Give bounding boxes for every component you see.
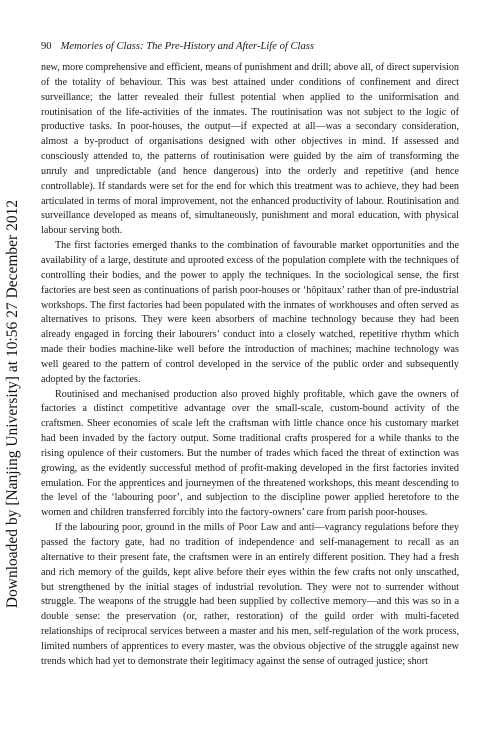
paragraph-first-factories: The first factories emerged thanks to the combination of favourable market opportunities and the availability of a large, destitute and uprooted excess of the population complete with the techniques of controlling their bodies, and the power to apply the techniques. In the sociological sense, the first factories are best seen as continuations of parish poor-houses or ‘hôpitaux’ rather than of pre-industrial workshops. The first factories had been populated with the inmates of workhouses and often served as alternatives to prisons. They were keen absorbers of machine technology because they had been already engaged in forcing their labourers’ conduct into a closely watched, repetitive rhythm which made their bodies machine-like well before the introduction of machines; machine technology was well geared to the pattern of control developed in the service of the public order and subsequently adopted by the factories. [41,240,459,385]
running-header [41,40,471,53]
paragraph-routinised-production: Routinised and mechanised production also proved highly profitable, which gave the owners of factories a distinct competitive advantage over the small-scale, custom-bound activity of the craftsmen. Sheer economies of scale left the craftsman with little chance once his customary market had been invaded by the factory output. Some traditional crafts prospered for a while thanks to the rising opulence of their customers. But the number of trades which faced the threat of extinction was growing, as the evidently successful method of profit-making developed in the first factories invited emulation. For the apprentices and journeymen of the threatened workshops, this meant descending to the level of the ‘labouring poor’, and subjection to the discipline power applied heretofore to the women and children transferred forcibly into the factory-owners’ care from parish poor-houses. [41,388,459,519]
download-watermark-text: Downloaded by [Nanjing University] at 10:56 27 December 2012 [4,199,21,609]
body-text [41,61,459,670]
download-watermark [0,0,26,747]
paragraph-labouring-poor: If the labouring poor, ground in the mills of Poor Law and anti—vagrancy regulations before they passed the factory gate, had no tradition of independence and self-management to recall as an alternative to their present fate, the craftsmen were in an entirely different position. They had a fresh and rich memory of the guilds, kept alive before their eyes within the few crafts not only unscathed, but strengthened by the initial stages of industrial revolution. They were not to surrender without struggle. The weapons of the struggle had been supplied by collective memory—and this was so in a double sense: the preservation (or, rather, restoration) of the guild order with multi-faceted relationships of reciprocal services between a master and his men, self-regulation of the work process, limited numbers of apprentices to every master, was the obvious objective of the struggle against new trends which had yet to demonstrate their legitimacy against the sense of outraged justice; short [41,522,459,667]
paragraph-continued: new, more comprehensive and efficient, means of punishment and drill; above all, of direct supervision of the totality of behaviour. This was best attained under conditions of confinement and direct surveillance; the latter revealed their fullest potential when applied to the uniformisation and routinisation of the life-activities of the inmates. The routinisation was not subject to the logic of productive tasks. In poor-houses, the output—if expected at all—was a secondary consideration, almost a by-product of organisations designed with other objectives in mind. If assessed and consciously attended to, the patterns of routinisation were guided by the aim of transforming the unruly and unpredictable (and hence dangerous) into the orderly and repetitive (and hence controllable). If standards were set for the end for which this treatment was to achieve, they had been articulated in terms of moral improvement, not the enhanced productivity of labour. Routinisation and surveillance developed as means of, simultaneously, punishment and moral education, with physical labour serving both. [41,62,459,237]
page-number: 90 [41,41,52,52]
running-title: Memories of Class: The Pre-History and After-Life of Class [60,41,315,52]
